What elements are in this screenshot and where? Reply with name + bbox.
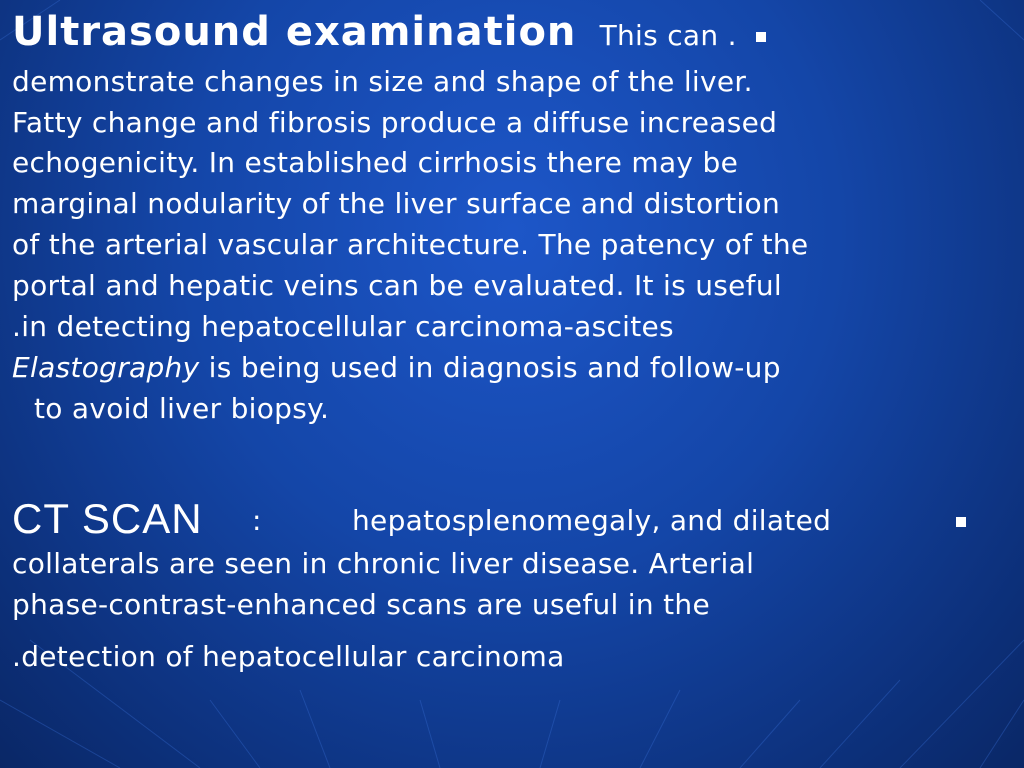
- ct-line-1: collaterals are seen in chronic liver disease. Arterial: [12, 547, 755, 580]
- ct-heading: CT SCAN: [12, 495, 203, 542]
- ultrasound-heading: Ultrasound examination: [12, 9, 577, 55]
- ct-colon: :: [252, 504, 262, 537]
- square-bullet-icon: [756, 32, 766, 42]
- ultrasound-line-1: demonstrate changes in size and shape of the liver.: [12, 65, 753, 98]
- ultrasound-line-2: Fatty change and fibrosis produce a diffuse increased: [12, 106, 778, 139]
- ultrasound-first-line: [12, 9, 766, 55]
- ct-line-2: phase-contrast-enhanced scans are useful in the: [12, 588, 710, 621]
- ultrasound-line-5: of the arterial vascular architecture. The patency of the: [12, 228, 809, 261]
- ultrasound-line-7: .in detecting hepatocellular carcinoma-ascites: [12, 310, 674, 343]
- ultrasound-last-line: to avoid liver biopsy.: [34, 392, 330, 425]
- elastography-rest: is being used in diagnosis and follow-up: [208, 351, 781, 384]
- elastography-term: Elastography: [12, 351, 200, 384]
- ultrasound-line-3: echogenicity. In established cirrhosis there may be: [12, 146, 739, 179]
- ct-first-line: [12, 495, 203, 542]
- ultrasound-line-4: marginal nodularity of the liver surface and distortion: [12, 187, 781, 220]
- elastography-line: [12, 351, 781, 384]
- ct-line-3: .detection of hepatocellular carcinoma: [12, 640, 565, 673]
- square-bullet-icon: [956, 517, 966, 527]
- ct-first-text: hepatosplenomegaly, and dilated: [352, 504, 832, 537]
- ultrasound-heading-tail: This can .: [599, 19, 737, 52]
- ultrasound-line-6: portal and hepatic veins can be evaluated. It is useful: [12, 269, 782, 302]
